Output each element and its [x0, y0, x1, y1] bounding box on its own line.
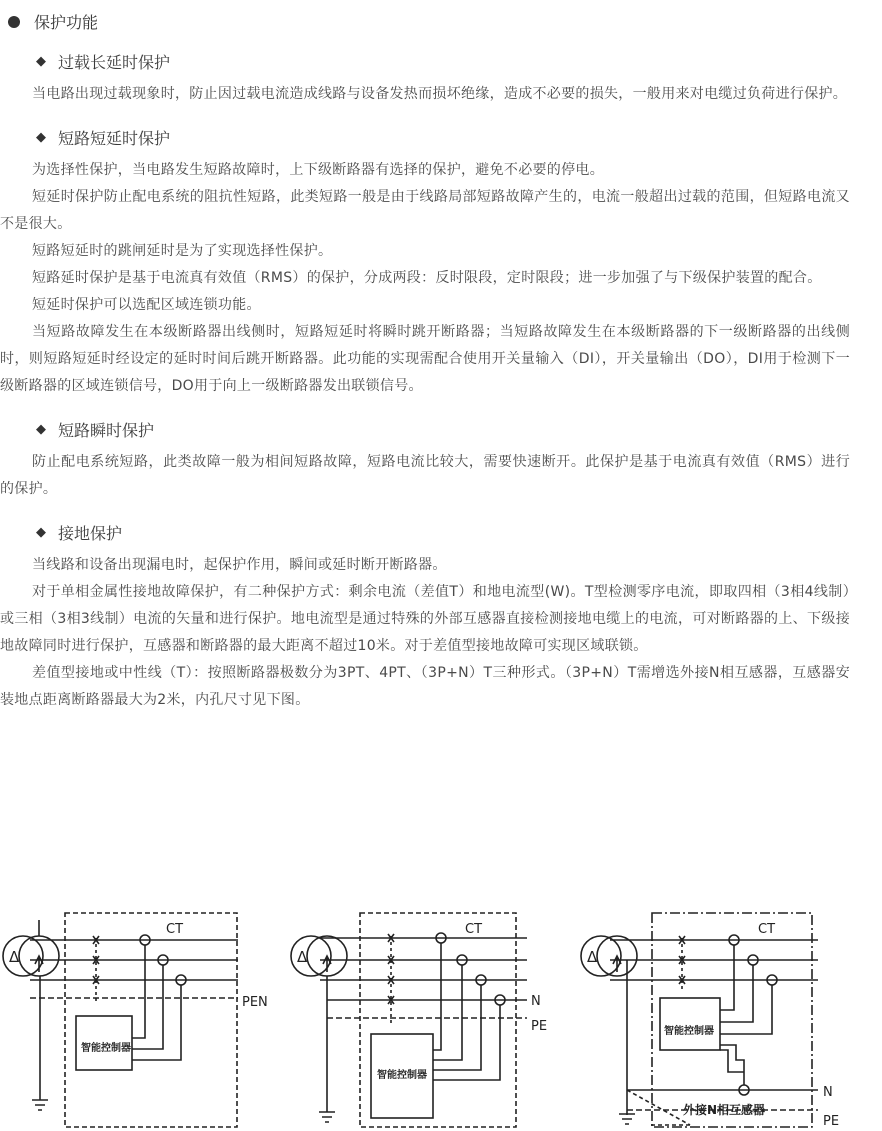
section-heading	[8, 10, 98, 33]
subsection-title-text: 短路短延时保护	[58, 129, 171, 148]
paragraph: 短路短延时的跳闸延时是为了实现选择性保护。	[32, 243, 333, 259]
subsection-title-instantaneous	[36, 418, 850, 441]
paragraph: 对于单相金属性接地故障保护，有二种保护方式：剩余电流（差值T）和地电流型(W)。T型检测零序电流，即取四相（3相4线制）或三相（3相3线制）电流的矢量和进行保护。地电流型是通过特殊的外部互感器直接检测接地电缆上的电流，可对断路器的上、下级接地故障同时进行保护，互感器和断路器的最大距离不超过10米。对于差值型接地故障可实现区域联锁。	[0, 584, 850, 654]
n-label: N	[823, 1085, 833, 1100]
subsection-title-text: 短路瞬时保护	[58, 421, 155, 440]
ground-symbol	[619, 1114, 635, 1124]
diagram-4pt	[291, 913, 547, 1127]
paragraph: 当线路和设备出现漏电时，起保护作用，瞬间或延时断开断路器。	[32, 557, 447, 573]
delta-symbol: Δ	[587, 948, 598, 966]
controller-label: 智能控制器	[664, 1026, 714, 1037]
external-n-ct-label: 外接N相互感器	[683, 1103, 766, 1117]
n-label: N	[531, 994, 541, 1009]
subsection-title-text: 过载长延时保护	[58, 53, 171, 72]
ground-symbol	[32, 1080, 48, 1110]
ct-label: CT	[758, 922, 776, 937]
diamond-icon: ◆	[36, 130, 46, 145]
controller-label: 智能控制器	[81, 1043, 131, 1054]
diagram-3pt	[3, 913, 268, 1127]
subsection-title-short-delay	[36, 126, 850, 149]
n-ct-wiring	[720, 1045, 744, 1085]
subsection-title-overload	[36, 50, 850, 73]
paragraph: 差值型接地或中性线（T）：按照断路器极数分为3PT、4PT、（3P+N）T三种形式。（3P+N）T需增选外接N相互感器，互感器安装地点距离断路器最大为2米，内孔尺寸见下图。	[0, 665, 850, 708]
pen-label: PEN	[242, 995, 268, 1010]
paragraph: 短延时保护可以选配区域连锁功能。	[32, 297, 261, 313]
paragraph: 短延时保护防止配电系统的阻抗性短路，此类短路一般是由于线路局部短路故障产生的，电流一般超出过载的范围，但短路电流又不是很大。	[0, 189, 850, 232]
ct-wiring	[132, 945, 181, 1060]
paragraph: 防止配电系统短路，此类故障一般为相间短路故障，短路电流比较大，需要快速断开。此保护是基于电流真有效值（RMS）进行的保护。	[0, 454, 850, 497]
pe-label: PE	[531, 1019, 548, 1034]
ct-label: CT	[166, 922, 184, 937]
delta-symbol: Δ	[297, 948, 308, 966]
bullet-icon	[8, 16, 20, 28]
content-body	[0, 40, 850, 714]
paragraph: 当短路故障发生在本级断路器出线侧时，短路短延时将瞬时跳开断路器；当短路故障发生在本级断路器的下一级断路器的出线侧时，则短路短延时经设定的延时时间后跳开断路器。此功能的实现需配合使用开关量输入（DI），开关量输出（DO），DI用于检测下一级断路器的区域连锁信号，DO用于向上一级断路器发出联锁信号。	[0, 324, 850, 394]
wiring-diagrams-svg	[0, 900, 882, 1131]
ground-symbol	[319, 1100, 335, 1122]
pe-label: PE	[823, 1114, 840, 1129]
controller-label: 智能控制器	[377, 1070, 427, 1081]
ct-label: CT	[465, 922, 483, 937]
delta-symbol: Δ	[9, 948, 20, 966]
diamond-icon: ◆	[36, 54, 46, 69]
breaker-boundary	[360, 913, 516, 1127]
ground-conductor	[627, 1090, 690, 1125]
subsection-title-text: 接地保护	[58, 524, 123, 543]
paragraph: 当电路出现过载现象时，防止因过载电流造成线路与设备发热而损坏绝缘，造成不必要的损失，一般用来对电缆过负荷进行保护。	[32, 86, 848, 102]
paragraph: 为选择性保护，当电路发生短路故障时，上下级断路器有选择的保护，避免不必要的停电。	[32, 162, 604, 178]
section-title: 保护功能	[34, 13, 99, 32]
diamond-icon: ◆	[36, 525, 46, 540]
wiring-diagrams	[0, 900, 882, 1131]
diamond-icon: ◆	[36, 422, 46, 437]
subsection-title-ground	[36, 521, 850, 544]
breaker-boundary	[65, 913, 237, 1127]
paragraph: 短路延时保护是基于电流真有效值（RMS）的保护，分成两段：反时限段，定时限段；进一步加强了与下级保护装置的配合。	[32, 270, 822, 286]
controller-box	[660, 998, 720, 1050]
ct-wiring	[720, 945, 772, 1034]
diagram-3pnt	[581, 913, 839, 1129]
